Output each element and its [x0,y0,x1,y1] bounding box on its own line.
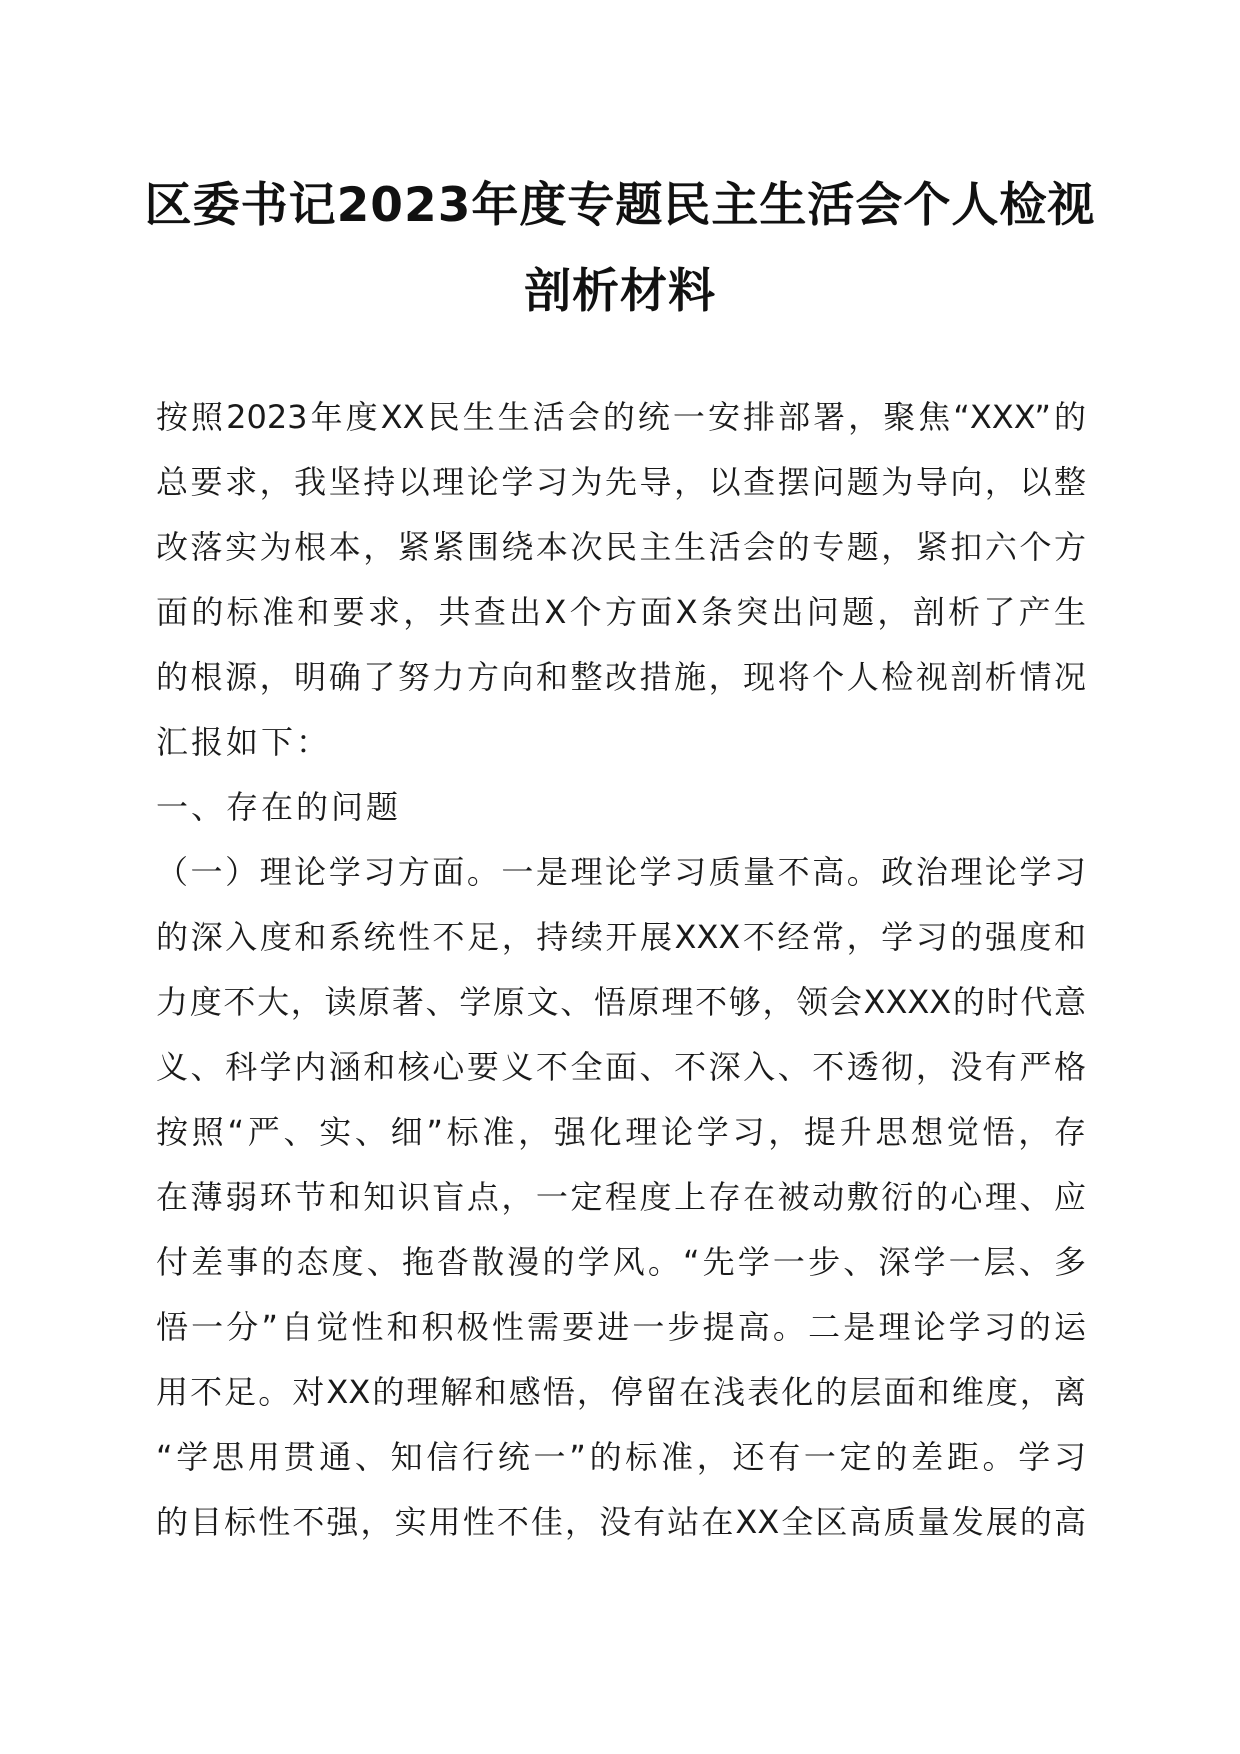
body-line: 悟一分”自觉性和积极性需要进一步提高。二是理论学习的运 [156,1308,1086,1346]
body-line: 按照2023年度XX民生生活会的统一安排部署，聚焦“XXX”的 [156,398,1086,436]
section-heading: 一、存在的问题 [156,788,402,826]
body-line: 按照“严、实、细”标准，强化理论学习，提升思想觉悟，存 [156,1113,1086,1151]
body-line: （一）理论学习方面。一是理论学习质量不高。政治理论学习 [156,853,1086,891]
body-line: 的目标性不强，实用性不佳，没有站在XX全区高质量发展的高 [156,1503,1086,1541]
body-line: “学思用贯通、知信行统一”的标准，还有一定的差距。学习 [156,1438,1086,1476]
body-line: 的根源，明确了努力方向和整改措施，现将个人检视剖析情况 [156,658,1086,696]
body-line: 改落实为根本，紧紧围绕本次民主生活会的专题，紧扣六个方 [156,528,1086,566]
document-body [156,385,1086,1555]
body-line: 义、科学内涵和核心要义不全面、不深入、不透彻，没有严格 [156,1048,1086,1086]
body-line: 力度不大，读原著、学原文、悟原理不够，领会XXXX的时代意 [156,983,1086,1021]
body-line: 在薄弱环节和知识盲点，一定程度上存在被动敷衍的心理、应 [156,1178,1086,1216]
body-line: 的深入度和系统性不足，持续开展XXX不经常，学习的强度和 [156,918,1086,956]
body-line: 面的标准和要求，共查出X个方面X条突出问题，剖析了产生 [156,593,1086,631]
body-line: 付差事的态度、拖沓散漫的学风。“先学一步、深学一层、多 [156,1243,1086,1281]
body-line: 用不足。对XX的理解和感悟，停留在浅表化的层面和维度，离 [156,1373,1086,1411]
body-line: 总要求，我坚持以理论学习为先导，以查摆问题为导向，以整 [156,463,1086,501]
body-line: 汇报如下： [156,723,332,761]
document-title-line-2: 剖析材料 [524,264,716,319]
document-title-line-1: 区委书记2023年度专题民主生活会个人检视 [144,178,1096,233]
